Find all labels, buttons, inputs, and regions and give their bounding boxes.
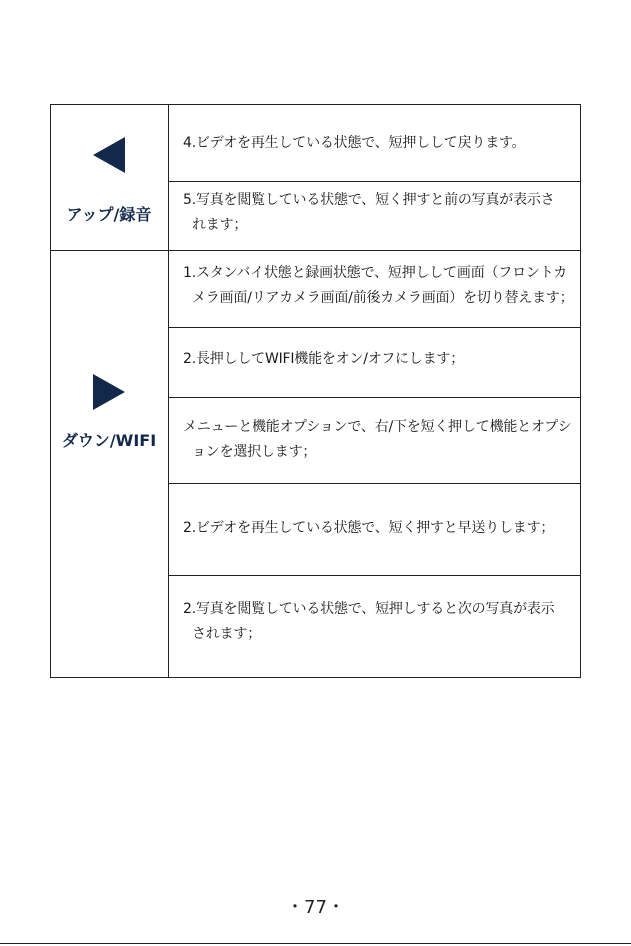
- up-item-2-line2: れます；: [192, 217, 248, 233]
- up-item-2: [183, 188, 579, 238]
- down-item-3-line2: ョンを選択します；: [192, 444, 317, 460]
- down-wifi-label: ダウン/WIFI: [61, 431, 157, 450]
- down-item-1-line2: メラ画面/リアカメラ画面/前後カメラ画面）を切り替えます；: [192, 290, 574, 306]
- row-divider: [168, 397, 580, 398]
- up-record-label: アップ/録音: [66, 205, 152, 224]
- page-number: ・77・: [286, 897, 345, 918]
- table-border-left: [50, 105, 51, 677]
- row-divider: [168, 575, 580, 576]
- up-item-1-text: 4.ビデオを再生している状態で、短押しして戻ります。: [183, 135, 526, 151]
- section-divider: [50, 250, 581, 251]
- down-item-1-line1: 1.スタンバイ状態と録画状態で、短押しして画面（フロントカ: [183, 265, 567, 281]
- down-item-1: [183, 261, 579, 311]
- down-item-2-text: 2.長押ししてWIFI機能をオン/オフにします；: [183, 351, 465, 367]
- down-item-5: [183, 597, 579, 647]
- down-item-5-line1: 2.写真を閲覧している状態で、短押しすると次の写真が表示: [183, 601, 555, 617]
- up-item-2-line1: 5.写真を閲覧している状態で、短く押すと前の写真が表示さ: [183, 192, 555, 208]
- down-item-4: [183, 516, 579, 541]
- down-item-2: [183, 347, 579, 372]
- down-item-3: [183, 415, 579, 465]
- table-border-middle: [168, 105, 169, 677]
- down-item-5-line2: されます；: [192, 626, 261, 642]
- row-divider: [168, 327, 580, 328]
- down-item-3-line1: メニューと機能オプションで、右/下を短く押して機能とオプシ: [183, 419, 572, 435]
- left-triangle-icon: [93, 137, 125, 173]
- down-item-4-text: 2.ビデオを再生している状態で、短く押すと早送りします；: [183, 520, 555, 536]
- up-item-1: [183, 131, 579, 156]
- table-border-right: [580, 105, 581, 677]
- row-divider: [168, 181, 580, 182]
- row-divider: [168, 483, 580, 484]
- footer-rule: [0, 943, 631, 944]
- function-table: [50, 104, 581, 678]
- right-triangle-icon: [93, 374, 125, 410]
